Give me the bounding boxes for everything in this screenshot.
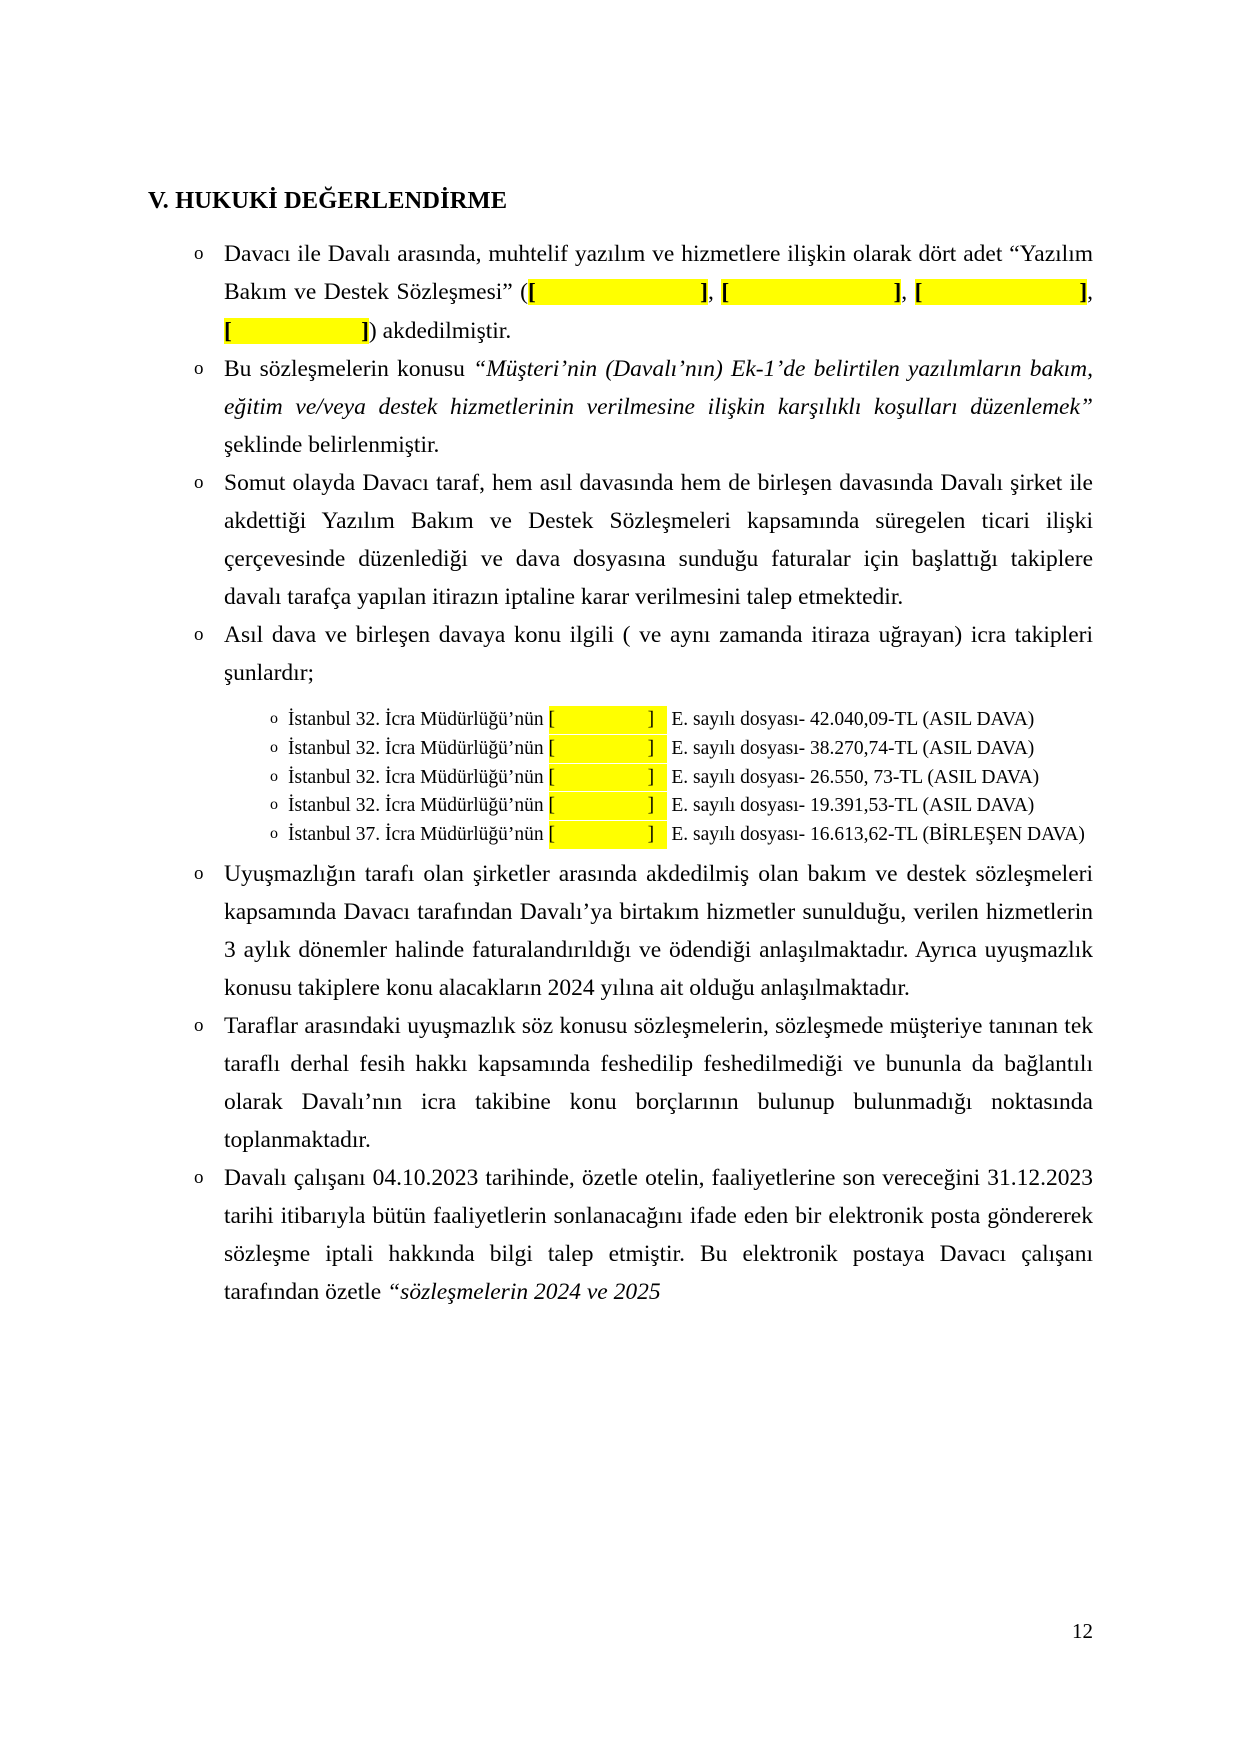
- enforcement-amount: 16.613,62-TL: [810, 823, 918, 845]
- enforcement-office-label: İstanbul 37. İcra Müdürlüğü’nün: [288, 823, 549, 845]
- redaction-box-file-number: [ ]: [549, 706, 667, 734]
- list-item: [268, 706, 1093, 734]
- bullet-marker: o: [194, 243, 204, 265]
- separator-1: ,: [707, 279, 722, 306]
- enforcement-office-label: İstanbul 32. İcra Müdürlüğü’nün: [288, 795, 549, 817]
- paragraph-2-tail: şeklinde belirlenmiştir.: [224, 431, 440, 458]
- bullet-marker: o: [194, 1167, 204, 1189]
- paragraph-text: [224, 350, 1093, 464]
- enforcement-amount: 42.040,09-TL: [810, 709, 918, 731]
- sub-bullet-marker: o: [270, 738, 278, 756]
- enforcement-file-label: E. sayılı dosyası-: [666, 823, 811, 845]
- sub-bullet-marker: o: [270, 710, 278, 728]
- paragraph-4-text: Asıl dava ve birleşen davaya konu ilgili ( ve aynı zamanda itiraza uğrayan) icra takipleri şunlardır;: [224, 622, 1093, 687]
- enforcement-case-type: (ASIL DAVA): [917, 737, 1035, 759]
- redaction-box-file-number: [ ]: [549, 735, 667, 763]
- paragraph-1-part2: ) akdedilmiştir.: [368, 317, 512, 344]
- paragraph-text: [224, 1159, 1093, 1311]
- bullet-marker: o: [194, 862, 204, 884]
- page-number: 12: [1072, 1619, 1093, 1643]
- bullet-marker: o: [194, 1014, 204, 1036]
- bullet-marker: o: [194, 624, 204, 646]
- paragraph-7-part1: Davalı çalışanı 04.10.2023 tarihinde, özetle otelin, faaliyetlerine son vereceğini 31.12.2023 tarihi itibarıyla bütün faaliyetlerin sonlanacağını ifade eden bir elektronik posta göndererek sözleşme iptali hakkında bilgi talep etmiştir. Bu elektronik postaya Davacı çalışanı tarafından özetle: [224, 1165, 1093, 1306]
- enforcement-case-type: (ASIL DAVA): [917, 709, 1035, 731]
- enforcement-file-label: E. sayılı dosyası-: [666, 737, 811, 759]
- bullet-marker: o: [194, 357, 204, 379]
- enforcement-office-label: İstanbul 32. İcra Müdürlüğü’nün: [288, 737, 549, 759]
- sub-bullet-marker: o: [270, 796, 278, 814]
- list-item: [268, 821, 1093, 849]
- enforcement-case-type: (ASIL DAVA): [922, 766, 1040, 788]
- enforcement-office-label: İstanbul 32. İcra Müdürlüğü’nün: [288, 709, 549, 731]
- list-item: [268, 792, 1093, 820]
- list-item-claim-summary: [148, 464, 1093, 616]
- paragraph-6-text: Taraflar arasındaki uyuşmazlık söz konusu sözleşmelerin, sözleşmede müşteriye tanınan tek taraflı derhal fesih hakkı kapsamında feshedilip feshedilmediği ve bununla da bağlantılı olarak Davalı’nın icra takibine konu borçlarının bulunup bulunmadığı noktasında toplanmaktadır.: [224, 1012, 1093, 1154]
- enforcement-file-label: E. sayılı dosyası-: [666, 795, 811, 817]
- paragraph-3-text: Somut olayda Davacı taraf, hem asıl davasında hem de birleşen davasında Davalı şirket ile akdettiği Yazılım Bakım ve Destek Sözleşmeleri kapsamında süregelen ticari ilişki çerçevesinde düzenlediği ve dava dosyasına sunduğu faturalar için başlattığı takiplere davalı tarafça yapılan itirazın iptaline karar verilmesini talep etmektedir.: [224, 469, 1093, 610]
- list-item-services-invoicing: [148, 855, 1093, 1007]
- enforcement-file-list: [224, 706, 1093, 848]
- enforcement-office-label: İstanbul 32. İcra Müdürlüğü’nün: [288, 766, 549, 788]
- redaction-box-file-number: [ ]: [549, 792, 667, 820]
- list-item-enforcement-intro: [148, 616, 1093, 849]
- list-item-dispute-scope: [148, 1007, 1093, 1159]
- bullet-marker: o: [194, 471, 204, 493]
- sub-bullet-marker: o: [270, 767, 278, 785]
- main-bullet-list: [148, 235, 1093, 1311]
- separator-3: ,: [1087, 279, 1094, 306]
- redaction-box-1: [ ]: [527, 279, 708, 306]
- paragraph-2-quote: “Müşteri’nin (Davalı’nın) Ek-1’de belirtilen yazılımların bakım, eğitim ve/veya destek hizmetlerinin verilmesine ilişkin karşılıklı koşulları düzenlemek”: [224, 355, 1094, 420]
- enforcement-amount: 19.391,53-TL: [810, 795, 918, 817]
- list-item-contract-subject: [148, 350, 1093, 464]
- paragraph-text: [224, 235, 1093, 349]
- redaction-box-4: [ ]: [224, 317, 369, 344]
- enforcement-amount: 26.550, 73-TL: [810, 766, 923, 788]
- enforcement-file-label: E. sayılı dosyası-: [666, 709, 811, 731]
- redaction-box-file-number: [ ]: [549, 821, 667, 849]
- enforcement-file-label: E. sayılı dosyası-: [666, 766, 811, 788]
- redaction-box-2: [ ]: [721, 279, 902, 306]
- list-item: [268, 764, 1093, 792]
- separator-2: ,: [901, 279, 915, 306]
- list-item-contracts: [148, 235, 1093, 349]
- page-content: [148, 186, 1093, 1311]
- paragraph-7-quote: “sözleşmelerin 2024 ve 2025: [387, 1279, 661, 1306]
- list-item: [268, 735, 1093, 763]
- paragraph-5-text: Uyuşmazlığın tarafı olan şirketler arasında akdedilmiş olan bakım ve destek sözleşmeleri kapsamında Davacı tarafından Davalı’ya birtakım hizmetler sunulduğu, verilen hizmetlerin 3 aylık dönemler halinde faturalandırıldığı ve ödendiği anlaşılmaktadır. Ayrıca uyuşmazlık konusu takiplere konu alacakların 2024 yılına ait olduğu anlaşılmaktadır.: [224, 860, 1093, 1001]
- paragraph-1-part1: Davacı ile Davalı arasında, muhtelif yazılım ve hizmetlere ilişkin olarak dört adet “Yazılım Bakım ve Destek Sözleşmesi” (: [224, 241, 1093, 306]
- redaction-box-3: [ ]: [914, 279, 1088, 306]
- sub-bullet-marker: o: [270, 824, 278, 842]
- enforcement-amount: 38.270,74-TL: [810, 737, 918, 759]
- paragraph-2-lead: Bu sözleşmelerin konusu: [224, 355, 474, 382]
- enforcement-case-type: (BİRLEŞEN DAVA): [917, 823, 1085, 845]
- enforcement-case-type: (ASIL DAVA): [917, 795, 1035, 817]
- redaction-box-file-number: [ ]: [549, 764, 667, 792]
- section-heading: V. HUKUKİ DEĞERLENDİRME: [148, 187, 508, 214]
- list-item-email-correspondence: [148, 1159, 1093, 1311]
